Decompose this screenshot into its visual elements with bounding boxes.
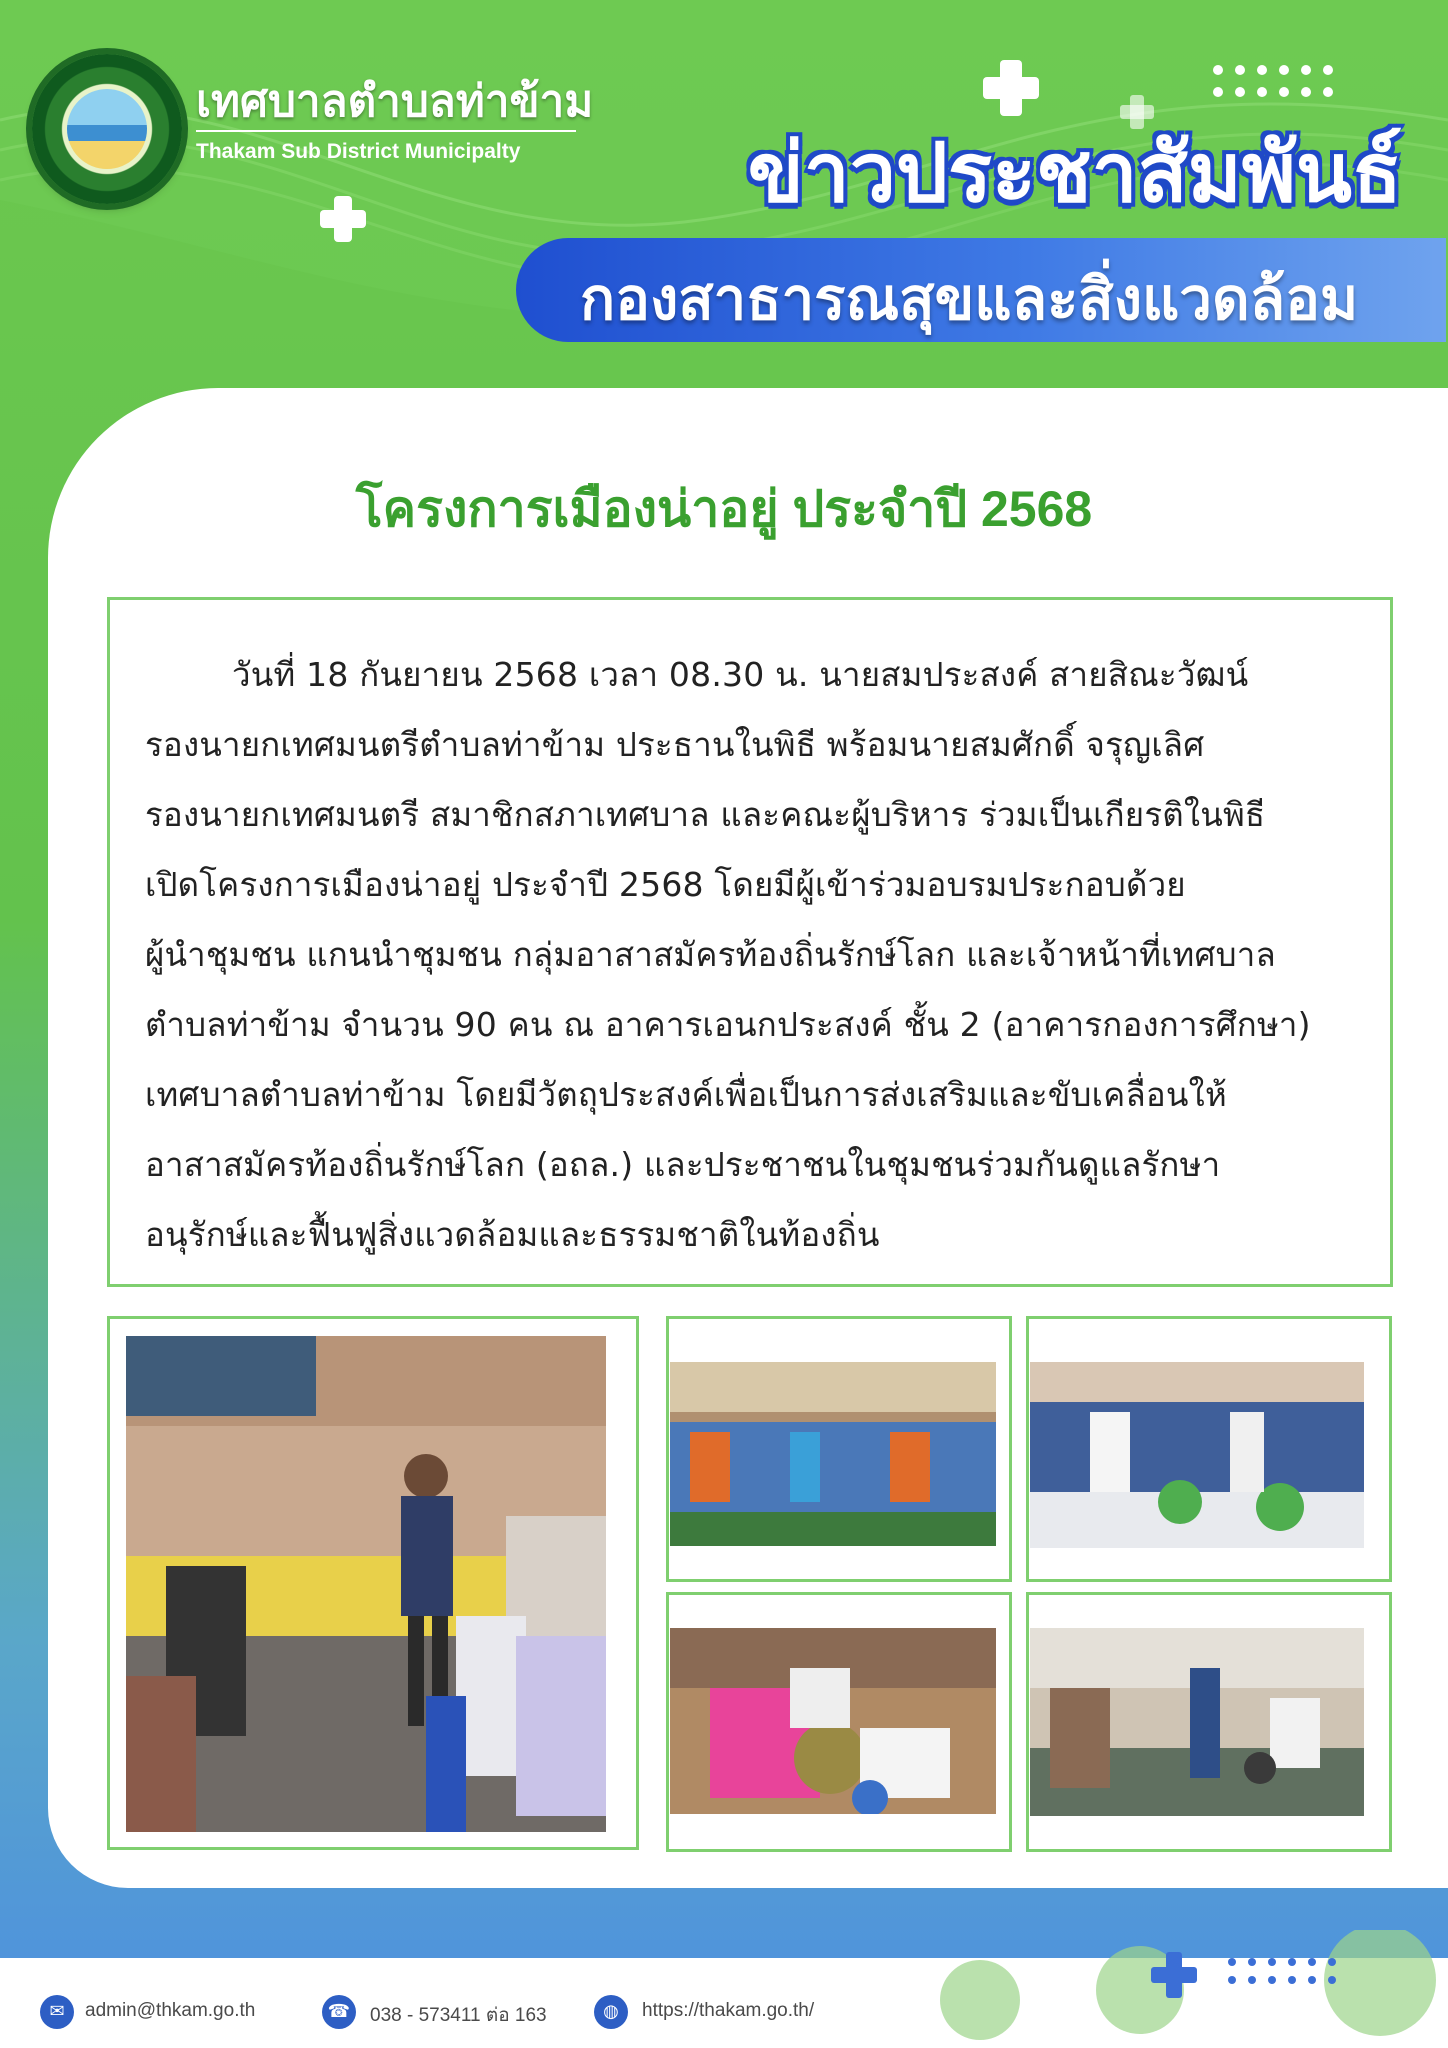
article-line: อนุรักษ์และฟื้นฟูสิ่งแวดล้อมและธรรมชาติในท้องถิ่น xyxy=(145,1215,880,1254)
org-name-thai: เทศบาลตำบลท่าข้าม xyxy=(196,77,594,126)
footer-website[interactable]: https://thakam.go.th/ xyxy=(642,2000,815,2021)
article-line: เปิดโครงการเมืองน่าอยู่ ประจำปี 2568 โดยมีผู้เข้าร่วมอบรมประกอบด้วย xyxy=(145,865,1186,904)
photo-speaker-presenting xyxy=(126,1336,606,1832)
photo-demo-table xyxy=(1030,1362,1364,1548)
footer-phone: 038 - 573411 ต่อ 163 xyxy=(370,2005,547,2026)
photo-group-participants xyxy=(670,1362,996,1546)
footer-tree-decoration xyxy=(880,1930,1448,2048)
photo-community-activity xyxy=(1030,1628,1364,1816)
org-name-english: Thakam Sub District Municipalty xyxy=(196,140,521,163)
article-line: ผู้นำชุมชน แกนนำชุมชน กลุ่มอาสาสมัครท้องถิ่นรักษ์โลก และเจ้าหน้าที่เทศบาล xyxy=(145,935,1276,974)
email-icon: ✉ xyxy=(40,1995,74,2029)
globe-icon: ◍ xyxy=(594,1995,628,2029)
article-line: ตำบลท่าข้าม จำนวน 90 คน ณ อาคารเอนกประสงค์ ชั้น 2 (อาคารกองการศึกษา) xyxy=(145,1005,1311,1044)
article-line: รองนายกเทศมนตรีตำบลท่าข้าม ประธานในพิธี พร้อมนายสมศักดิ์ จรุญเลิศ xyxy=(145,725,1205,764)
news-title: ข่าวประชาสัมพันธ์ xyxy=(747,128,1402,219)
photo-making-compost xyxy=(670,1628,996,1814)
phone-icon: ☎ xyxy=(322,1995,356,2029)
article-line: เทศบาลตำบลท่าข้าม โดยมีวัตถุประสงค์เพื่อเป็นการส่งเสริมและขับเคลื่อนให้ xyxy=(145,1075,1227,1114)
article-line: วันที่ 18 กันยายน 2568 เวลา 08.30 น. นายสมประสงค์ สายสิณะวัฒน์ xyxy=(232,655,1249,694)
divider xyxy=(196,130,576,132)
article-line: อาสาสมัครท้องถิ่นรักษ์โลก (อถล.) และประชาชนในชุมชนร่วมกันดูแลรักษา xyxy=(145,1145,1221,1184)
municipality-seal-logo xyxy=(32,54,182,204)
footer-email[interactable]: admin@thkam.go.th xyxy=(85,2000,256,2021)
article-line: รองนายกเทศมนตรี สมาชิกสภาเทศบาล และคณะผู้บริหาร ร่วมเป็นเกียรติในพิธี xyxy=(145,795,1266,834)
dots-decoration xyxy=(1210,60,1350,110)
article-headline: โครงการเมืองน่าอยู่ ประจำปี 2568 xyxy=(355,481,1093,537)
division-name: กองสาธารณสุขและสิ่งแวดล้อม xyxy=(580,267,1359,332)
